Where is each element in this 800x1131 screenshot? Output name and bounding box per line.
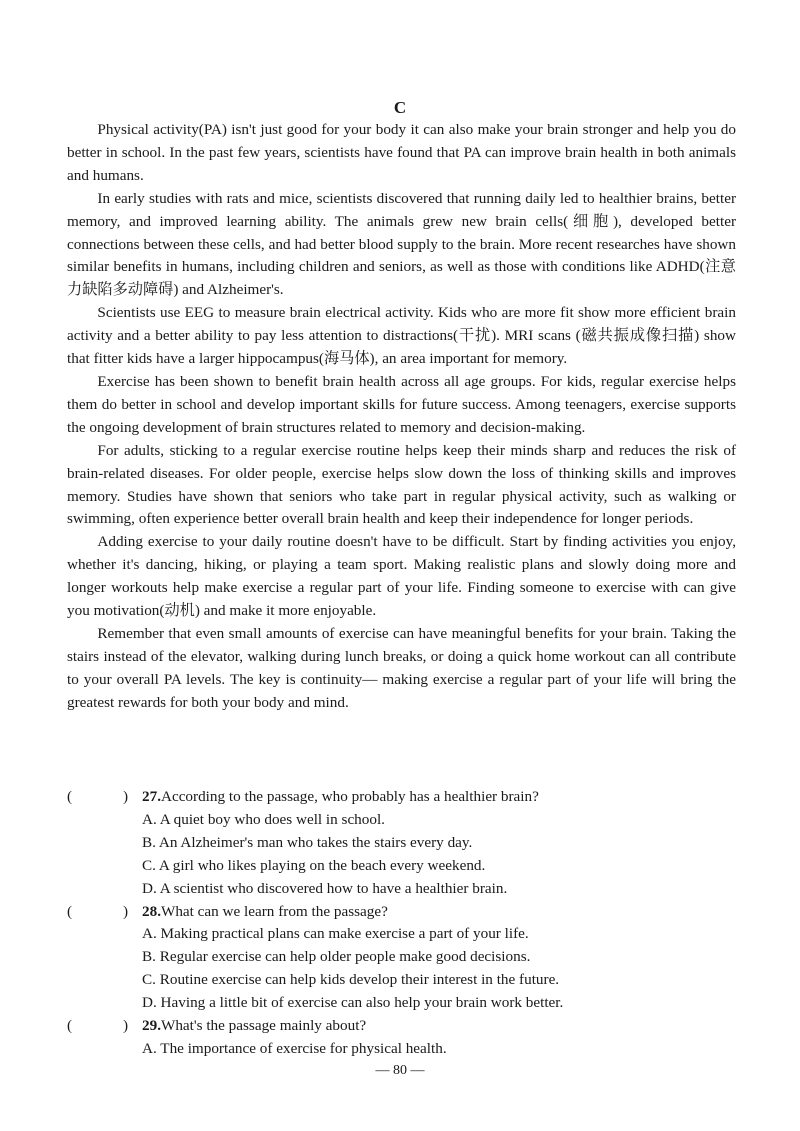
answer-bracket[interactable]: ( ) — [67, 902, 129, 920]
option-d: D. Having a little bit of exercise can also help your brain work better. — [142, 994, 564, 1012]
question-27 — [67, 786, 736, 901]
question-text: What can we learn from the passage? — [160, 902, 388, 920]
option-a: A. A quiet boy who does well in school. — [142, 810, 385, 828]
question-number: 27. — [142, 788, 161, 805]
option-d: D. A scientist who discovered how to have a healthier brain. — [142, 879, 508, 897]
option-a: A. The importance of exercise for physical health. — [142, 1039, 447, 1057]
option-list — [67, 1038, 736, 1061]
passage-paragraph: Adding exercise to your daily routine doesn't have to be difficult. Start by finding activities you enjoy, whether it's dancing, hiking, or playing a team sport. Making realistic plans and slowly doing more and longer workouts help make exercise a regular part of your life. Finding someone to exercise with can give you motivation(动机) and make it more enjoyable. — [67, 533, 736, 620]
section-heading: C — [393, 98, 407, 117]
option-list — [67, 809, 736, 901]
question-text: What's the passage mainly about? — [160, 1017, 367, 1035]
option-b: B. Regular exercise can help older people make good decisions. — [142, 948, 531, 966]
passage-paragraph: Exercise has been shown to benefit brain health across all age groups. For kids, regular exercise helps them do better in school and develop important skills for future success. Among teenagers, exercise supports the ongoing development of brain structures related to memory and decision-making. — [67, 372, 736, 436]
passage-paragraph: Remember that even small amounts of exercise can have meaningful benefits for your brain. Taking the stairs instead of the elevator, walking during lunch breaks, or doing a quick home workout can all contribute to your overall PA levels. The key is continuity— making exercise a regular part of your life will bring the greatest rewards for both your body and mind. — [67, 624, 736, 711]
passage-paragraph: Scientists use EEG to measure brain electrical activity. Kids who are more fit show more efficient brain activity and a better ability to pay less attention to distractions(干扰). MRI scans (磁共振成像扫描) show that fitter kids have a larger hippocampus(海马体), an area important for memory. — [67, 304, 736, 368]
passage-paragraph: Physical activity(PA) isn't just good for your body it can also make your brain stronger and help you do better in school. In the past few years, scientists have found that PA can improve brain health in both animals and humans. — [67, 121, 736, 184]
question-29 — [67, 1015, 736, 1061]
option-list — [67, 923, 736, 1015]
question-stem — [67, 1015, 736, 1038]
option-b: B. An Alzheimer's man who takes the stairs every day. — [142, 833, 473, 851]
passage-paragraph: For adults, sticking to a regular exercise routine helps keep their minds sharp and reduces the risk of brain-related diseases. For older people, exercise helps slow down the loss of thinking skills and improves memory. Studies have shown that seniors who take part in regular physical activity, such as walking or swimming, often experience better overall brain health and keep their independence for longer periods. — [67, 441, 736, 528]
passage-paragraph: In early studies with rats and mice, scientists discovered that running daily led to healthier brains, better memory, and improved learning ability. The animals grew new brain cells(细胞), developed better connections between these cells, and had better blood supply to the brain. More recent researches have shown similar benefits in humans, including children and seniors, as well as those with conditions like ADHD(注意力缺陷多动障碍) and Alzheimer's. — [67, 189, 736, 299]
page-number: — 80 — — [375, 1063, 425, 1078]
reading-passage — [67, 119, 736, 715]
option-a: A. Making practical plans can make exercise a part of your life. — [142, 925, 529, 943]
question-number: 29. — [142, 1017, 161, 1035]
question-stem — [67, 786, 736, 809]
question-list — [67, 786, 736, 1061]
option-c: C. A girl who likes playing on the beach every weekend. — [142, 856, 486, 874]
question-stem — [67, 901, 736, 924]
answer-bracket[interactable]: ( ) — [67, 1017, 129, 1035]
option-c: C. Routine exercise can help kids develop their interest in the future. — [142, 971, 560, 989]
question-number: 28. — [142, 902, 161, 920]
question-text: According to the passage, who probably has a healthier brain? — [160, 788, 539, 805]
question-28 — [67, 901, 736, 1016]
answer-bracket[interactable]: ( ) — [67, 788, 129, 805]
